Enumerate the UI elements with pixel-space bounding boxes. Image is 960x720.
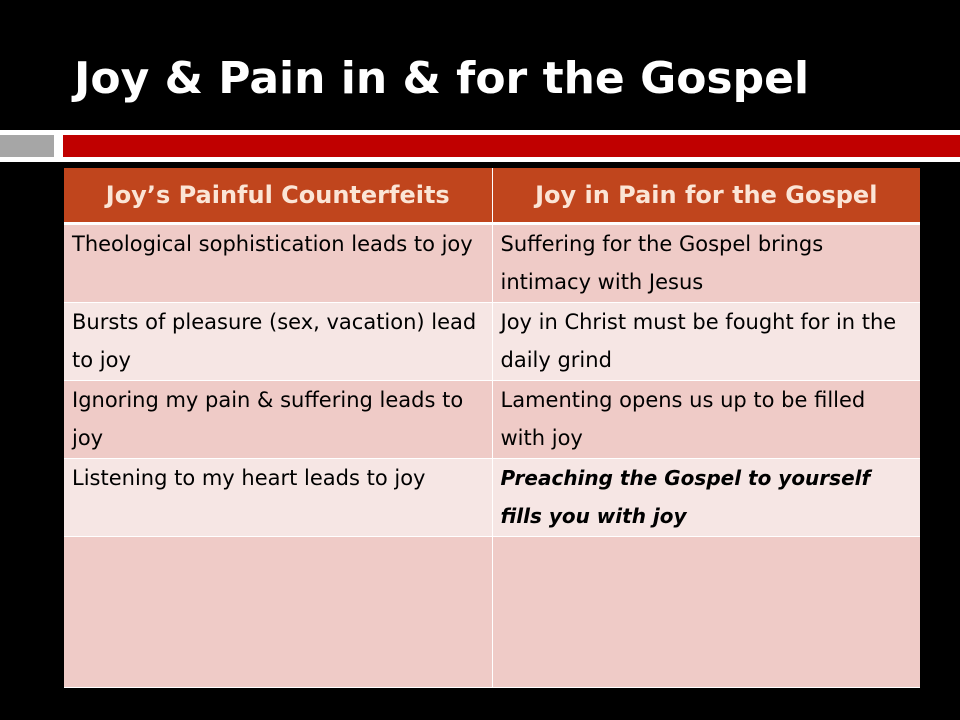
counterfeit-cell: Theological sophistication leads to joy xyxy=(64,224,492,303)
table-row xyxy=(64,224,920,303)
table-header-row xyxy=(64,168,920,224)
header-joy-in-pain: Joy in Pain for the Gospel xyxy=(492,168,920,224)
gospel-cell: Joy in Christ must be fought for in the daily grind xyxy=(492,303,920,381)
comparison-table xyxy=(64,168,920,688)
header-counterfeits: Joy’s Painful Counterfeits xyxy=(64,168,492,224)
table-row xyxy=(64,459,920,537)
table-row xyxy=(64,303,920,381)
counterfeit-cell: Ignoring my pain & suffering leads to joy xyxy=(64,381,492,459)
gospel-cell: Lamenting opens us up to be filled with joy xyxy=(492,381,920,459)
gospel-cell xyxy=(492,537,920,688)
title-divider-red-bar xyxy=(63,135,960,157)
comparison-table-container xyxy=(64,168,920,684)
gospel-cell-emphasized: Preaching the Gospel to yourself fills you with joy xyxy=(492,459,920,537)
counterfeit-cell: Listening to my heart leads to joy xyxy=(64,459,492,537)
table-row xyxy=(64,381,920,459)
counterfeit-cell xyxy=(64,537,492,688)
title-divider-gray-block xyxy=(0,135,54,157)
counterfeit-cell: Bursts of pleasure (sex, vacation) lead to joy xyxy=(64,303,492,381)
slide-title: Joy & Pain in & for the Gospel xyxy=(74,53,810,104)
table-row-empty xyxy=(64,537,920,688)
gospel-cell: Suffering for the Gospel brings intimacy with Jesus xyxy=(492,224,920,303)
